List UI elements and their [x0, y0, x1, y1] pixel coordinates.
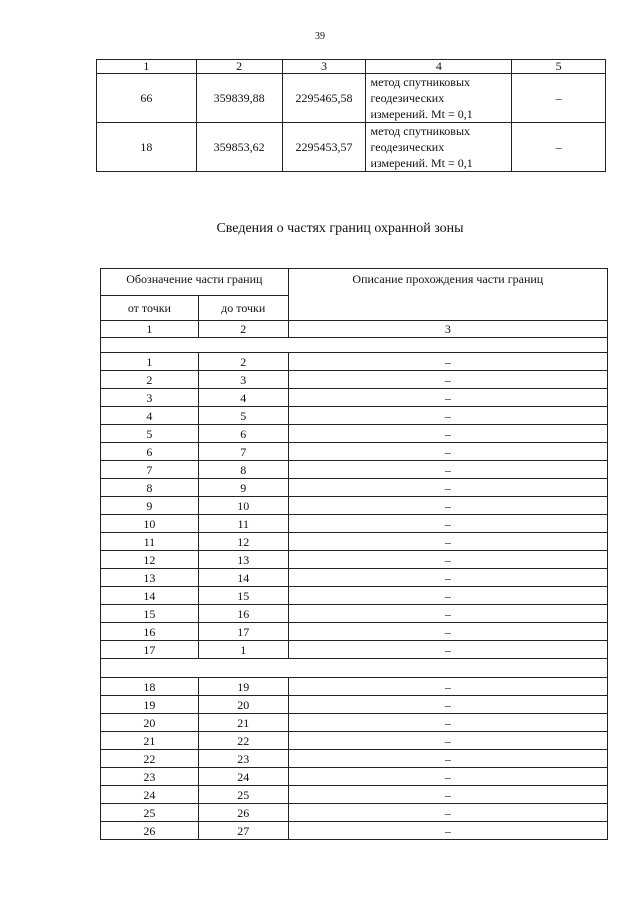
- to-point-cell: 10: [198, 497, 288, 515]
- col-header: 5: [512, 60, 606, 74]
- header-from-cell: от точки: [101, 296, 199, 321]
- description-cell: –: [288, 623, 607, 641]
- table-row: [101, 804, 608, 822]
- table-row: [101, 732, 608, 750]
- table-row: [101, 714, 608, 732]
- description-cell: –: [288, 533, 607, 551]
- description-cell: –: [288, 786, 607, 804]
- from-point-cell: 22: [101, 750, 199, 768]
- header-desc-cell: Описание прохождения части границ: [288, 269, 607, 321]
- col-header: 1: [97, 60, 197, 74]
- from-point-cell: 8: [101, 479, 199, 497]
- table-row: [101, 443, 608, 461]
- table-row: [101, 678, 608, 696]
- method-line: метод спутниковых: [370, 75, 471, 89]
- method-line: измерений. Mt = 0,1: [370, 107, 473, 121]
- to-point-cell: 9: [198, 479, 288, 497]
- header-to-cell: до точки: [198, 296, 288, 321]
- description-cell: –: [288, 696, 607, 714]
- description-cell: –: [288, 678, 607, 696]
- method-line: геодезических: [370, 91, 445, 105]
- to-point-cell: 3: [198, 371, 288, 389]
- description-cell: –: [288, 371, 607, 389]
- group-separator-row: [101, 338, 608, 353]
- col-number: 1: [101, 321, 199, 338]
- to-point-cell: 24: [198, 768, 288, 786]
- col-header: 3: [282, 60, 366, 74]
- col-number: 2: [198, 321, 288, 338]
- description-cell: –: [288, 605, 607, 623]
- to-point-cell: 26: [198, 804, 288, 822]
- to-point-cell: 8: [198, 461, 288, 479]
- table-row: [101, 389, 608, 407]
- description-cell: –: [288, 641, 607, 659]
- table-row: [101, 551, 608, 569]
- group-separator-cell: [101, 659, 608, 678]
- method-line: геодезических: [370, 140, 445, 154]
- from-point-cell: 12: [101, 551, 199, 569]
- to-point-cell: 20: [198, 696, 288, 714]
- to-point-cell: 17: [198, 623, 288, 641]
- col-number: 3: [288, 321, 607, 338]
- to-point-cell: 19: [198, 678, 288, 696]
- group-separator-cell: [101, 338, 608, 353]
- table-row: [101, 497, 608, 515]
- from-point-cell: 26: [101, 822, 199, 840]
- table-row: [101, 461, 608, 479]
- point-cell: 18: [97, 123, 197, 172]
- description-cell: –: [288, 515, 607, 533]
- description-cell: –: [288, 750, 607, 768]
- to-point-cell: 6: [198, 425, 288, 443]
- table-row: [101, 750, 608, 768]
- table-row: [101, 569, 608, 587]
- description-cell: –: [288, 804, 607, 822]
- coordinates-table: [96, 59, 606, 172]
- from-point-cell: 23: [101, 768, 199, 786]
- col-header: 2: [196, 60, 282, 74]
- to-point-cell: 11: [198, 515, 288, 533]
- method-line: измерений. Mt = 0,1: [370, 156, 473, 170]
- table-row: [101, 407, 608, 425]
- from-point-cell: 18: [101, 678, 199, 696]
- to-point-cell: 5: [198, 407, 288, 425]
- table-row: [101, 641, 608, 659]
- to-point-cell: 1: [198, 641, 288, 659]
- header-row: [97, 60, 606, 74]
- to-point-cell: 25: [198, 786, 288, 804]
- header-row: [101, 269, 608, 296]
- table-row: [97, 123, 606, 172]
- to-point-cell: 4: [198, 389, 288, 407]
- description-cell: –: [288, 479, 607, 497]
- table-row: [101, 623, 608, 641]
- to-point-cell: 21: [198, 714, 288, 732]
- point-cell: 66: [97, 74, 197, 123]
- y-cell: 2295465,58: [282, 74, 366, 123]
- from-point-cell: 19: [101, 696, 199, 714]
- from-point-cell: 16: [101, 623, 199, 641]
- x-cell: 359839,88: [196, 74, 282, 123]
- method-cell: [366, 123, 512, 172]
- from-point-cell: 9: [101, 497, 199, 515]
- from-point-cell: 2: [101, 371, 199, 389]
- description-cell: –: [288, 587, 607, 605]
- from-point-cell: 5: [101, 425, 199, 443]
- description-cell: –: [288, 497, 607, 515]
- note-cell: –: [512, 74, 606, 123]
- from-point-cell: 17: [101, 641, 199, 659]
- description-cell: –: [288, 443, 607, 461]
- table-row: [101, 353, 608, 371]
- y-cell: 2295453,57: [282, 123, 366, 172]
- table-row: [97, 74, 606, 123]
- table-row: [101, 533, 608, 551]
- from-point-cell: 24: [101, 786, 199, 804]
- to-point-cell: 22: [198, 732, 288, 750]
- header-group-cell: Обозначение части границ: [101, 269, 289, 296]
- from-point-cell: 4: [101, 407, 199, 425]
- to-point-cell: 14: [198, 569, 288, 587]
- table-row: [101, 371, 608, 389]
- note-cell: –: [512, 123, 606, 172]
- table-row: [101, 587, 608, 605]
- section-title: Сведения о частях границ охранной зоны: [216, 221, 464, 236]
- table-row: [101, 786, 608, 804]
- from-point-cell: 13: [101, 569, 199, 587]
- method-cell: [366, 74, 512, 123]
- from-point-cell: 20: [101, 714, 199, 732]
- description-cell: –: [288, 461, 607, 479]
- from-point-cell: 21: [101, 732, 199, 750]
- table-row: [101, 605, 608, 623]
- table-row: [101, 822, 608, 840]
- description-cell: –: [288, 353, 607, 371]
- description-cell: –: [288, 822, 607, 840]
- table-row: [101, 479, 608, 497]
- table-row: [101, 425, 608, 443]
- to-point-cell: 13: [198, 551, 288, 569]
- table-row: [101, 768, 608, 786]
- description-cell: –: [288, 551, 607, 569]
- table-row: [101, 515, 608, 533]
- from-point-cell: 6: [101, 443, 199, 461]
- from-point-cell: 1: [101, 353, 199, 371]
- to-point-cell: 27: [198, 822, 288, 840]
- from-point-cell: 10: [101, 515, 199, 533]
- from-point-cell: 11: [101, 533, 199, 551]
- method-line: метод спутниковых: [370, 124, 471, 138]
- to-point-cell: 2: [198, 353, 288, 371]
- boundary-parts-table: [100, 268, 608, 840]
- to-point-cell: 12: [198, 533, 288, 551]
- description-cell: –: [288, 569, 607, 587]
- to-point-cell: 7: [198, 443, 288, 461]
- description-cell: –: [288, 768, 607, 786]
- from-point-cell: 25: [101, 804, 199, 822]
- description-cell: –: [288, 389, 607, 407]
- description-cell: –: [288, 732, 607, 750]
- group-separator-row: [101, 659, 608, 678]
- x-cell: 359853,62: [196, 123, 282, 172]
- col-header: 4: [366, 60, 512, 74]
- to-point-cell: 16: [198, 605, 288, 623]
- description-cell: –: [288, 714, 607, 732]
- page-number: 39: [315, 31, 325, 42]
- table-row: [101, 696, 608, 714]
- to-point-cell: 15: [198, 587, 288, 605]
- from-point-cell: 3: [101, 389, 199, 407]
- from-point-cell: 14: [101, 587, 199, 605]
- description-cell: –: [288, 425, 607, 443]
- from-point-cell: 7: [101, 461, 199, 479]
- description-cell: –: [288, 407, 607, 425]
- to-point-cell: 23: [198, 750, 288, 768]
- from-point-cell: 15: [101, 605, 199, 623]
- col-number-row: [101, 321, 608, 338]
